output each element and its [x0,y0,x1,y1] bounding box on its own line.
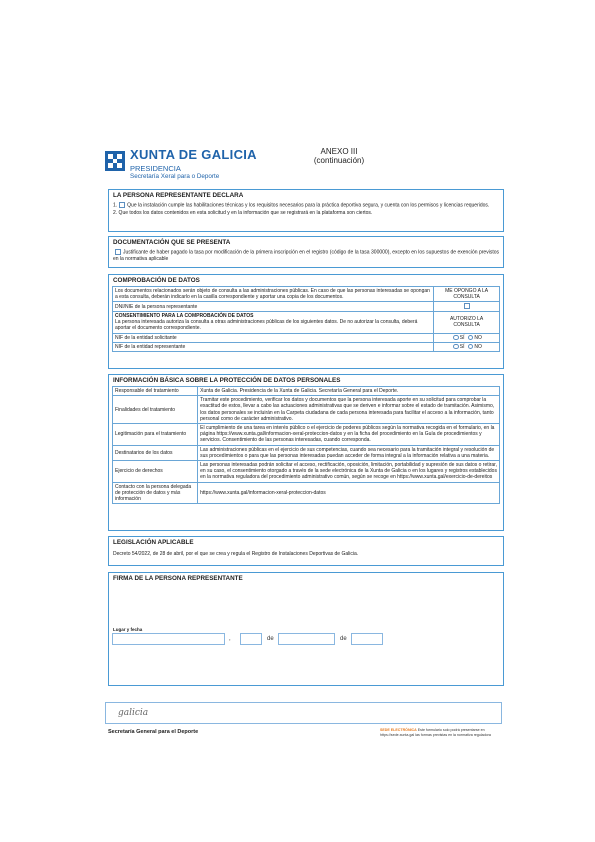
table-row [113,396,500,424]
table-row [113,424,500,446]
oppose-header: ME OPONGO A LA CONSULTA [434,287,500,302]
annex-subtitle: (continuación) [313,156,365,165]
org-logo-text [130,148,257,181]
table-row [113,387,500,396]
footer-notice [380,728,504,737]
data-verification-title: COMPROBACIÓN DE DATOS [113,277,200,284]
consent-text: La persona interesada autoriza la consulta a otras administraciones públicas de los siguientes datos. De no autorizar la consulta, deberá aportar el documento correspondiente. [115,319,418,332]
row-label: Legitimación para el tratamiento [113,424,198,446]
row-label: Responsable del tratamiento [113,387,198,396]
org-name: XUNTA DE GALICIA [130,147,257,162]
row-value: Las personas interesadas podrán solicitar el acceso, rectificación, oposición, limitación, portabilidad y supresión de sus datos o retirar, en su caso, el consentimiento otorgado a través de la sede electrónica de la Xunta de Galicia o en los lugares y registros establecidos en la normativa reguladora del procedimiento administrativo común, según se recoge en https://www.xunta.gal/exercicio-de-dereitos [198,461,500,483]
de-separator-2: de [340,636,347,642]
table-row [113,445,500,460]
comma-separator: , [229,636,231,642]
row-label: Ejercicio de derechos [113,461,198,483]
nif-applicant-no-radio[interactable] [468,335,474,341]
consent-cell [113,311,434,333]
department-name: PRESIDENCIA [130,164,181,173]
row-label: Destinatarios de los datos [113,445,198,460]
nif-representative-no-radio[interactable] [468,344,474,350]
place-input[interactable] [112,633,225,645]
sub-department-name: Secretaría Xeral para o Deporte [130,173,220,180]
place-date-label: Lugar y fecha [113,627,143,632]
nif-representative-yes-radio[interactable] [453,344,459,350]
documentation-section [108,236,504,268]
data-protection-title: INFORMACIÓN BÁSICA SOBRE LA PROTECCIÓN DE DATOS PERSONALES [113,377,341,384]
legislation-section [108,536,504,566]
row-value: Las administraciones públicas en el ejercicio de sus competencias, cuando sea necesario para la tramitación integral y resolución de sus procedimientos o para que las personas interesadas puedan acceder de forma integral a la información relativa a una materia. [198,445,500,460]
authorize-header: AUTORIZO LA CONSULTA [434,311,500,333]
footer-sede-link[interactable]: https://sede.xunta.gal [380,732,415,737]
nif-representative-label: NIF de la entidad representante [113,342,434,351]
declaration-item-2: 2. Que todos los datos contenidos en esta solicitud y en la información que se registrará en la plataforma son ciertos. [113,210,373,217]
declaration-1-checkbox[interactable] [119,202,125,208]
row-value: El cumplimiento de una tarea en interés público o el ejercicio de poderes públicos según la normativa recogida en el formulario, en la página https://www.xunta.gal/informacion-xeral-proteccion-datos y en la ficha del procedimiento en la Guía de procedimientos y servicios. Consentimiento de las personas interesadas, cuando corresponda. [198,424,500,446]
declaration-title: LA PERSONA REPRESENTANTE DECLARA [113,192,244,199]
data-protection-section [108,374,504,531]
dni-row-label: DNI/NIE de la persona representante [113,302,434,312]
table-row [113,482,500,504]
consent-title: CONSENTIMIENTO PARA LA COMPROBACIÓN DE DATOS [115,312,254,319]
day-input[interactable] [240,633,262,645]
galicia-logo-box [105,702,502,724]
month-input[interactable] [278,633,335,645]
data-verification-section [108,274,504,369]
oppose-dni-checkbox[interactable] [464,303,470,309]
signature-section [108,572,504,686]
annex-heading [284,147,394,165]
documentation-item: Justificante de haber pagado la tasa por modificación de la primera inscripción en el registro (código de la tasa 300000), excepto en los supuestos de exención previstos en la normativa aplicable [113,249,499,262]
year-input[interactable] [351,633,383,645]
annex-title: ANEXO III [320,147,358,156]
nif-applicant-label: NIF de la entidad solicitante [113,333,434,342]
sede-electronica-badge: SEDE ELECTRÓNICA [380,728,417,732]
data-verification-table: Los documentos relacionados serán objeto de consulta a las administraciones públicas. En caso de que las personas interesadas se opongan a esta consulta, deberán indicarlo en la casilla correspondiente y aportar una copia de los documentos. ME OPONGO A LA CONSULTA DNI/NIE de la persona representante CONSENTIMIENTO PARA LA COMPROBACIÓN DE DATOS La persona interesada autoriza la consulta a otras administraciones públicas de los siguientes datos. De no autorizar la consulta, deberá aportar el documento correspondiente. AUTORIZO LA CONSULTA NIF de la entidad solicitante SÍ NO NIF de la entidad representante SÍ NO [112,286,500,352]
verification-intro: Los documentos relacionados serán objeto de consulta a las administraciones públicas. En caso de que las personas interesadas se opongan a esta consulta, deberán indicarlo en la casilla correspondiente y aportar una copia de los documentos. [113,287,434,302]
table-row [113,461,500,483]
footer-notice-line3: las formas previstas en la normativa reguladora [415,732,491,737]
legislation-text: Decreto 54/2022, de 28 de abril, por el que se crea y regula el Registro de Instalaciones Deportivas de Galicia. [113,551,359,557]
galicia-logo: galicia [118,708,149,718]
legislation-title: LEGISLACIÓN APLICABLE [113,539,194,546]
fee-receipt-checkbox[interactable] [115,249,121,255]
page-header [104,146,494,182]
row-value: Tramitar este procedimiento, verificar los datos y documentos que la persona interesada aporte en su solicitud para comprobar la exactitud de estos, llevar a cabo las actuaciones administrativas que se deriven e informar sobre el estado de tramitación. Asimismo, los datos personales se incluirán en la Carpeta ciudadana de cada persona interesada para facilitar el acceso a la información, tanto personal como de carácter administrativo. [198,396,500,424]
data-protection-table [112,386,500,504]
row-value: Xunta de Galicia. Presidencia de la Xunta de Galicia. Secretaría General para el Deporte. [198,387,500,396]
declaration-item-1: 1. Que la instalación cumple las habilitaciones técnicas y los requisitos necesarios para la práctica deportiva segura, y cuenta con los permisos y licencias requeridos. [113,202,490,209]
nif-applicant-yes-radio[interactable] [453,335,459,341]
row-value: https://www.xunta.gal/informacion-xeral-proteccion-datos [198,482,500,504]
de-separator-1: de [267,636,274,642]
declaration-section [108,189,504,232]
row-label: Contacto con la persona delegada de protección de datos y más información [113,482,198,504]
signature-title: FIRMA DE LA PERSONA REPRESENTANTE [113,575,243,582]
documentation-title: DOCUMENTACIÓN QUE SE PRESENTA [113,239,231,246]
xunta-crest-icon [104,150,126,172]
row-label: Finalidades del tratamiento [113,396,198,424]
footer-notice-line1: Este formulario solo podrá presentarse en [417,728,485,732]
footer-department: Secretaría General para el Deporte [108,729,199,735]
